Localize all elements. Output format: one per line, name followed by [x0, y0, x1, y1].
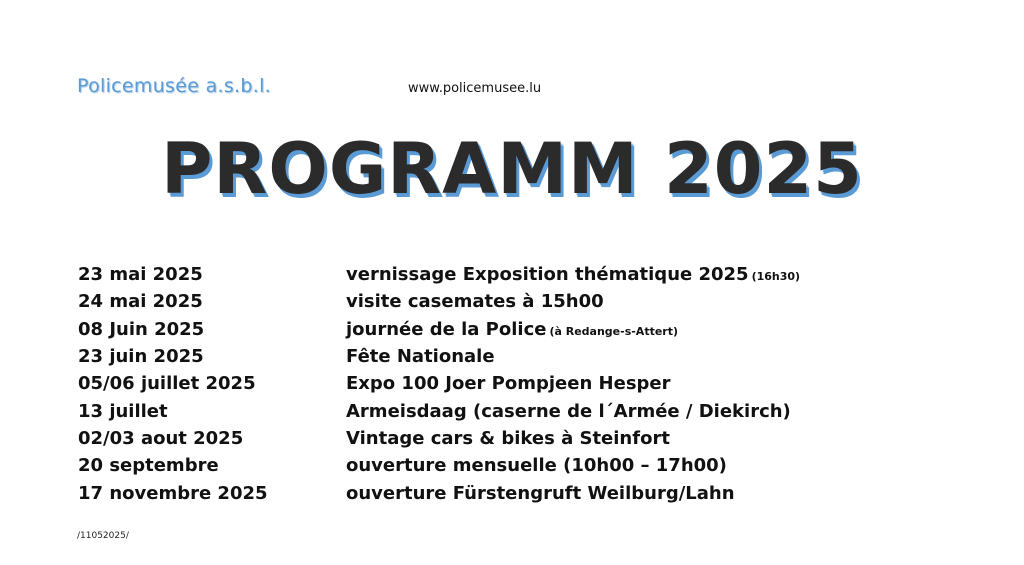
event-row — [78, 261, 978, 288]
website-url: www.policemusee.lu — [408, 81, 542, 96]
event-date: 17 novembre 2025 — [78, 482, 268, 504]
event-title: ouverture Fürstengruft Weilburg/Lahn — [346, 482, 735, 504]
event-row — [78, 288, 978, 315]
event-row — [78, 425, 978, 452]
event-row — [78, 343, 978, 370]
event-date: 13 juillet — [78, 400, 168, 422]
event-list — [78, 261, 978, 507]
event-description — [346, 346, 978, 367]
event-date: 20 septembre — [78, 455, 219, 477]
event-title: Armeisdaag (caserne de l´Armée / Diekirch) — [346, 400, 791, 422]
event-description — [346, 401, 978, 422]
event-title: Expo 100 Joer Pompjeen Hesper — [346, 373, 671, 395]
event-date: 23 juin 2025 — [78, 346, 204, 368]
event-title: ouverture mensuelle (10h00 – 17h00) — [346, 455, 727, 477]
event-row — [78, 479, 978, 506]
event-description — [346, 319, 978, 340]
event-title: vernissage Exposition thématique 2025 — [346, 264, 749, 286]
document-code: /11052025/ — [77, 531, 129, 541]
event-date: 08 Juin 2025 — [78, 318, 205, 340]
event-title: journée de la Police — [346, 318, 547, 340]
page-title: PROGRAMM 2025 — [161, 128, 863, 210]
organization-name: Policemusée a.s.b.l. — [77, 75, 272, 97]
event-note: (16h30) — [751, 270, 801, 284]
event-description — [346, 483, 978, 504]
event-title: Vintage cars & bikes à Steinfort — [346, 427, 670, 449]
event-date: 02/03 aout 2025 — [78, 427, 244, 449]
event-row — [78, 316, 978, 343]
event-date: 05/06 juillet 2025 — [78, 373, 256, 395]
event-description — [346, 455, 978, 476]
event-description — [346, 373, 978, 394]
event-date: 23 mai 2025 — [78, 264, 203, 286]
event-row — [78, 370, 978, 397]
event-row — [78, 452, 978, 479]
event-date: 24 mai 2025 — [78, 291, 203, 313]
event-note: (à Redange-s-Attert) — [549, 324, 679, 338]
event-title: Fête Nationale — [346, 346, 495, 368]
event-description — [346, 428, 978, 449]
event-title: visite casemates à 15h00 — [346, 291, 604, 313]
event-description — [346, 264, 978, 285]
event-description — [346, 291, 978, 312]
event-row — [78, 397, 978, 424]
